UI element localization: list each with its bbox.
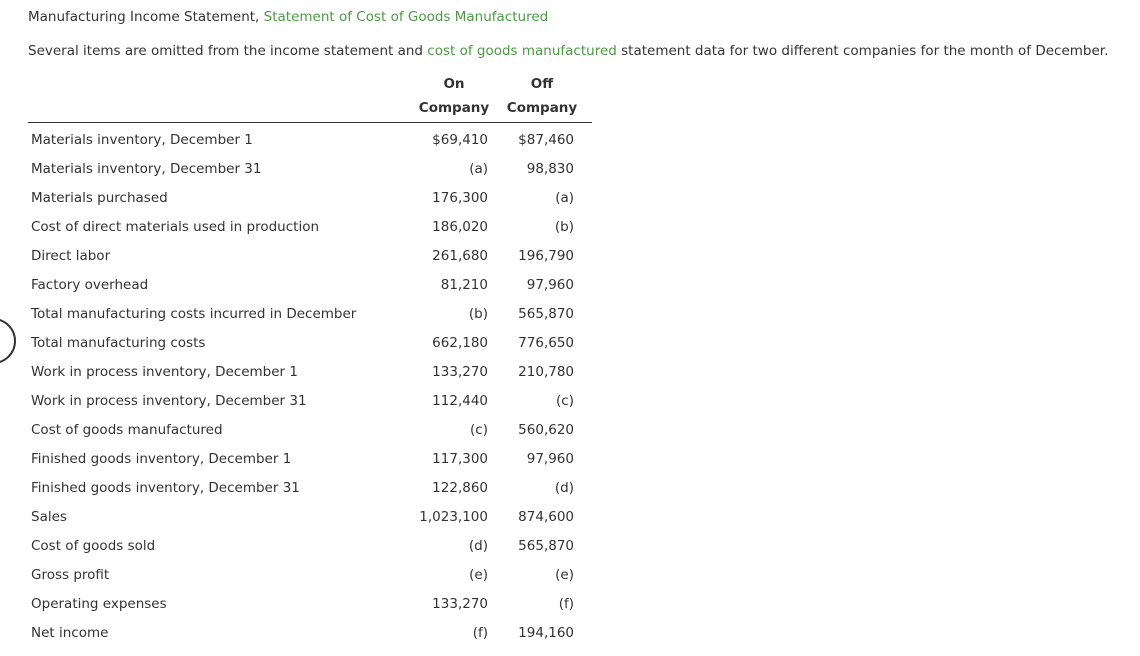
off-company-value: (b)	[554, 218, 574, 235]
intro-paragraph	[28, 43, 1108, 59]
on-company-value: (a)	[469, 160, 488, 177]
off-company-value: (f)	[558, 595, 574, 612]
column-header-off-line1: Off	[530, 76, 554, 92]
column-header-on-line1: On	[443, 76, 465, 92]
intro-text-before: Several items are omitted from the income statement and	[28, 43, 428, 59]
off-company-value: 97,960	[526, 450, 574, 467]
row-label: Materials inventory, December 1	[31, 131, 253, 148]
row-label: Total manufacturing costs	[31, 334, 206, 351]
on-company-value: 122,860	[432, 479, 488, 496]
off-company-value: 210,780	[518, 363, 574, 380]
row-label: Cost of direct materials used in production	[31, 218, 320, 235]
off-company-value: 560,620	[518, 421, 574, 438]
on-company-value: 176,300	[432, 189, 488, 206]
on-company-value: 133,270	[432, 595, 488, 612]
off-company-value: 194,160	[518, 624, 574, 641]
table-row	[28, 444, 592, 473]
on-company-value: 112,440	[432, 392, 488, 409]
column-header-on-line2: Company	[416, 96, 492, 123]
table-row	[28, 357, 592, 386]
row-label: Finished goods inventory, December 1	[31, 450, 292, 467]
header-blank	[28, 72, 416, 96]
off-company-value: 874,600	[518, 508, 574, 525]
on-company-value: 1,023,100	[419, 508, 488, 525]
title-link[interactable]: Statement of Cost of Goods Manufactured	[263, 9, 549, 25]
off-company-value: 98,830	[526, 160, 574, 177]
intro-text-after: statement data for two different companies for the month of December.	[616, 43, 1109, 59]
on-company-value: (e)	[469, 566, 488, 583]
column-header-off-line2: Company	[492, 96, 592, 123]
row-label: Materials inventory, December 31	[31, 160, 262, 177]
table-row	[28, 502, 592, 531]
table-row	[28, 241, 592, 270]
page-title	[28, 9, 548, 25]
row-label: Cost of goods manufactured	[31, 421, 223, 438]
row-label: Materials purchased	[31, 189, 168, 206]
on-company-value: (b)	[468, 305, 488, 322]
on-company-value: 186,020	[432, 218, 488, 235]
off-company-value: 97,960	[526, 276, 574, 293]
on-company-value: (d)	[468, 537, 488, 554]
data-table	[28, 72, 592, 647]
on-company-value: $69,410	[432, 131, 488, 148]
on-company-value: 117,300	[432, 450, 488, 467]
row-label: Gross profit	[31, 566, 110, 583]
table-row	[28, 386, 592, 415]
table-row	[28, 299, 592, 328]
row-label: Sales	[31, 508, 67, 525]
row-label: Cost of goods sold	[31, 537, 156, 554]
side-nav-circle-button[interactable]	[0, 318, 16, 364]
row-label: Operating expenses	[31, 595, 167, 612]
table-row	[28, 123, 592, 155]
off-company-value: $87,460	[518, 131, 574, 148]
title-prefix: Manufacturing Income Statement,	[28, 9, 264, 25]
header-blank	[28, 96, 416, 123]
table-row	[28, 415, 592, 444]
on-company-value: 261,680	[432, 247, 488, 264]
table-row	[28, 270, 592, 299]
off-company-value: (c)	[556, 392, 574, 409]
off-company-value: 565,870	[518, 537, 574, 554]
table-row	[28, 618, 592, 647]
off-company-value: 196,790	[518, 247, 574, 264]
row-label: Work in process inventory, December 1	[31, 363, 298, 380]
off-company-value: 776,650	[518, 334, 574, 351]
row-label: Total manufacturing costs incurred in December	[31, 305, 357, 322]
table-row	[28, 531, 592, 560]
row-label: Net income	[31, 624, 109, 641]
off-company-value: (d)	[554, 479, 574, 496]
row-label: Factory overhead	[31, 276, 149, 293]
table-row	[28, 328, 592, 357]
row-label: Finished goods inventory, December 31	[31, 479, 300, 496]
on-company-value: (f)	[472, 624, 488, 641]
table-row	[28, 154, 592, 183]
table-row	[28, 560, 592, 589]
table-row	[28, 589, 592, 618]
on-company-value: (c)	[470, 421, 488, 438]
off-company-value: (e)	[555, 566, 574, 583]
on-company-value: 662,180	[432, 334, 488, 351]
table-row	[28, 212, 592, 241]
off-company-value: (a)	[555, 189, 574, 206]
on-company-value: 81,210	[440, 276, 488, 293]
intro-link[interactable]: cost of goods manufactured	[427, 43, 617, 59]
row-label: Direct labor	[31, 247, 111, 264]
off-company-value: 565,870	[518, 305, 574, 322]
table-row	[28, 473, 592, 502]
row-label: Work in process inventory, December 31	[31, 392, 307, 409]
on-company-value: 133,270	[432, 363, 488, 380]
table-row	[28, 183, 592, 212]
